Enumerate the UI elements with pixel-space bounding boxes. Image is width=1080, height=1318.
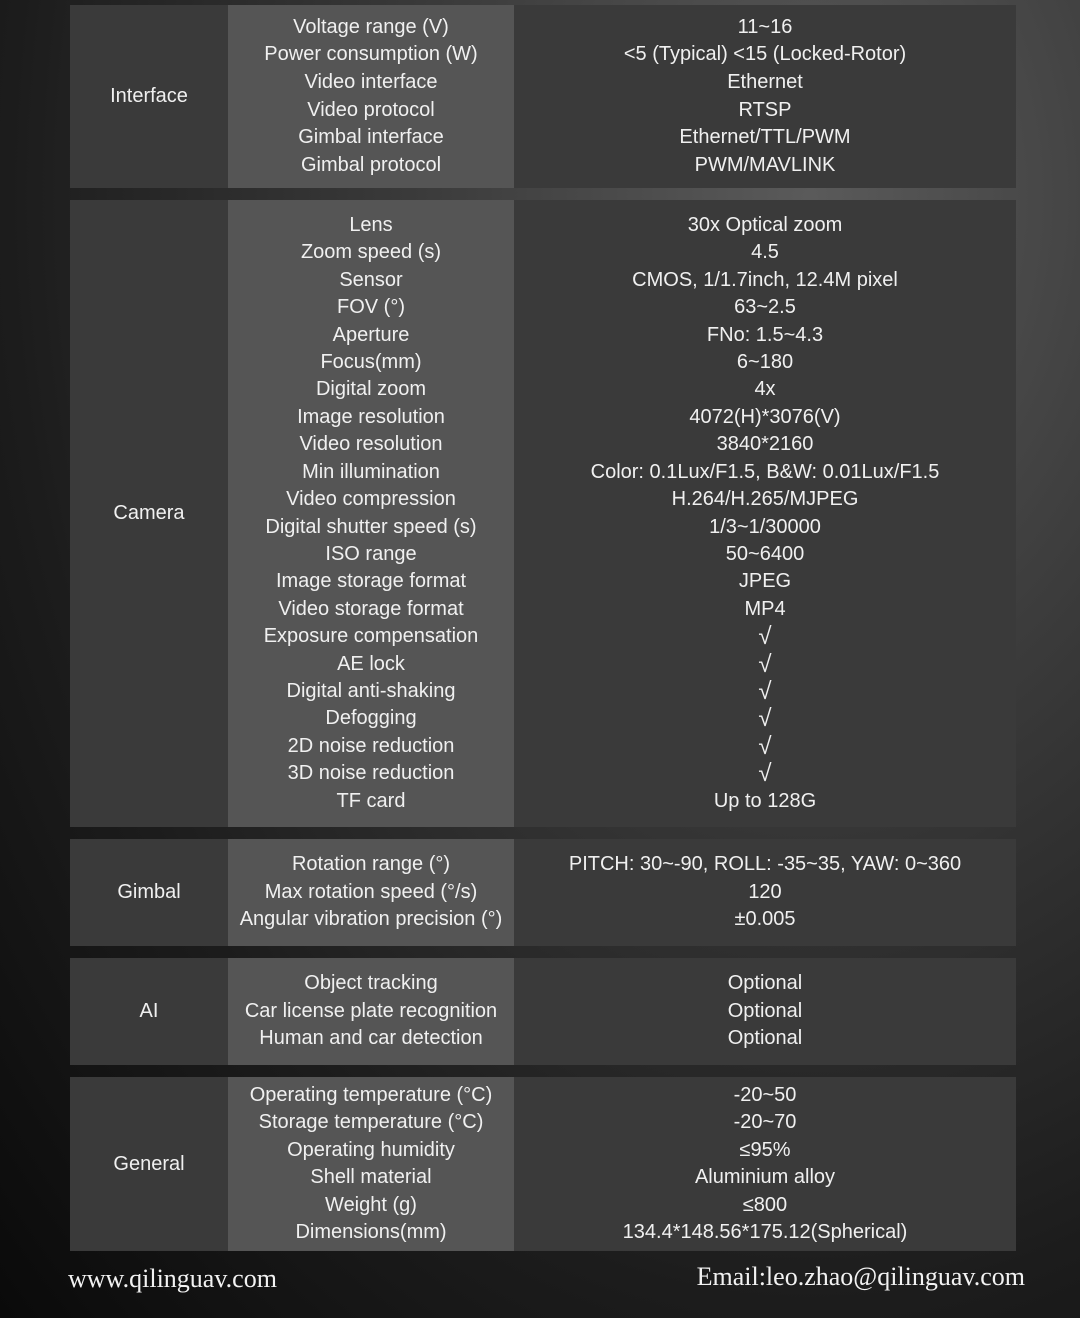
- spec-label: Video interface: [304, 70, 438, 93]
- section-title: General: [70, 1077, 228, 1251]
- spec-value: Color: 0.1Lux/F1.5, B&W: 0.01Lux/F1.5: [590, 460, 940, 483]
- spec-value: 6~180: [736, 351, 794, 374]
- value-column: [514, 839, 1016, 946]
- spec-value: -20~70: [733, 1111, 797, 1133]
- value-column: [514, 1077, 1016, 1251]
- spec-value: 134.4*148.56*175.12(Spherical): [622, 1221, 908, 1243]
- spec-label: Dimensions(mm): [295, 1221, 447, 1243]
- spec-label: Human and car detection: [259, 1027, 483, 1050]
- label-column: [228, 1077, 514, 1251]
- section-interface: [70, 5, 1016, 188]
- label-column: [228, 5, 514, 188]
- spec-label: Video resolution: [299, 433, 443, 456]
- spec-value: <5 (Typical) <15 (Locked-Rotor): [623, 43, 907, 66]
- spec-label: Video protocol: [307, 98, 435, 121]
- checkmark-icon: √: [758, 760, 772, 788]
- spec-label: 3D noise reduction: [287, 762, 455, 785]
- section-general: [70, 1077, 1016, 1251]
- spec-value: Ethernet/TTL/PWM: [679, 126, 851, 149]
- spec-label: Digital zoom: [315, 378, 427, 401]
- spec-value: ≤800: [742, 1193, 788, 1216]
- spec-label: Voltage range (V): [293, 15, 449, 38]
- value-column: [514, 200, 1016, 827]
- spec-value: ±0.005: [734, 908, 796, 931]
- spec-label: ISO range: [325, 542, 417, 565]
- spec-value: PITCH: 30~-90, ROLL: -35~35, YAW: 0~360: [568, 853, 962, 876]
- spec-label: Max rotation speed (°/s): [264, 880, 478, 903]
- spec-value: Ethernet: [727, 70, 803, 93]
- footer-email[interactable]: Email:leo.zhao@qilinguav.com: [696, 1262, 1025, 1291]
- section-camera: [70, 200, 1016, 827]
- section-gimbal: [70, 839, 1016, 946]
- spec-label: Image resolution: [297, 405, 445, 428]
- spec-label: Video compression: [286, 488, 456, 511]
- spec-label: Storage temperature (°C): [258, 1111, 484, 1133]
- spec-label: Aperture: [332, 323, 410, 346]
- spec-label: Angular vibration precision (°): [239, 908, 503, 931]
- section-title: Camera: [70, 200, 228, 827]
- spec-label: Object tracking: [304, 972, 438, 995]
- spec-value: 11~16: [737, 15, 793, 38]
- footer-website[interactable]: www.qilinguav.com: [68, 1264, 277, 1293]
- spec-value: CMOS, 1/1.7inch, 12.4M pixel: [632, 268, 898, 291]
- spec-value: FNo: 1.5~4.3: [706, 323, 824, 346]
- section-ai: [70, 958, 1016, 1065]
- spec-label: Digital shutter speed (s): [265, 515, 477, 538]
- spec-label: Focus(mm): [320, 351, 422, 374]
- spec-value: JPEG: [738, 570, 792, 593]
- spec-value: 4x: [754, 378, 776, 401]
- label-column: [228, 958, 514, 1065]
- spec-label: Operating humidity: [287, 1138, 455, 1161]
- spec-label: Car license plate recognition: [244, 999, 498, 1022]
- spec-label: Digital anti-shaking: [286, 679, 456, 702]
- section-title: AI: [70, 958, 228, 1065]
- value-column: [514, 5, 1016, 188]
- spec-label: FOV (°): [337, 296, 405, 319]
- spec-value: PWM/MAVLINK: [694, 153, 836, 176]
- spec-label: Zoom speed (s): [300, 241, 442, 264]
- spec-label: Exposure compensation: [263, 625, 479, 648]
- spec-value: 63~2.5: [734, 296, 796, 319]
- spec-label: AE lock: [337, 652, 405, 675]
- spec-label: Gimbal protocol: [300, 153, 442, 176]
- spec-label: Lens: [349, 214, 393, 237]
- spec-label: Image storage format: [275, 570, 467, 593]
- spec-value: 4072(H)*3076(V): [689, 405, 841, 428]
- checkmark-icon: √: [758, 623, 772, 651]
- spec-label: Rotation range (°): [291, 853, 451, 876]
- spec-label: Gimbal interface: [298, 126, 444, 149]
- spec-value: 30x Optical zoom: [687, 214, 843, 237]
- spec-label: Sensor: [339, 268, 403, 291]
- label-column: [228, 839, 514, 946]
- spec-label: TF card: [336, 789, 406, 812]
- checkmark-icon: √: [758, 650, 772, 678]
- spec-value: 50~6400: [725, 542, 805, 565]
- checkmark-icon: √: [758, 677, 772, 705]
- label-column: [228, 200, 514, 827]
- spec-value: Optional: [727, 972, 803, 995]
- spec-value: Up to 128G: [713, 789, 817, 812]
- spec-value: 4.5: [751, 241, 779, 264]
- spec-value: -20~50: [733, 1083, 797, 1106]
- spec-value: 120: [748, 880, 782, 903]
- spec-label: Min illumination: [302, 460, 440, 483]
- value-column: [514, 958, 1016, 1065]
- spec-value: H.264/H.265/MJPEG: [671, 488, 859, 511]
- spec-label: Operating temperature (°C): [249, 1083, 493, 1106]
- spec-label: Power consumption (W): [264, 43, 478, 66]
- spec-label: Defogging: [325, 707, 417, 730]
- spec-label: Shell material: [310, 1166, 432, 1188]
- spec-label: 2D noise reduction: [287, 734, 455, 757]
- spec-value: Optional: [727, 1027, 803, 1050]
- spec-value: ≤95%: [739, 1138, 791, 1161]
- checkmark-icon: √: [758, 732, 772, 760]
- spec-value: 3840*2160: [716, 433, 814, 456]
- section-title: Gimbal: [70, 839, 228, 946]
- checkmark-icon: √: [758, 705, 772, 733]
- spec-value: Aluminium alloy: [694, 1166, 836, 1188]
- spec-label: Weight (g): [325, 1193, 417, 1216]
- spec-value: 1/3~1/30000: [709, 515, 821, 538]
- spec-value: Optional: [727, 999, 803, 1022]
- spec-value: RTSP: [738, 98, 792, 121]
- spec-value: MP4: [744, 597, 786, 620]
- spec-label: Video storage format: [278, 597, 464, 620]
- section-title: Interface: [70, 5, 228, 188]
